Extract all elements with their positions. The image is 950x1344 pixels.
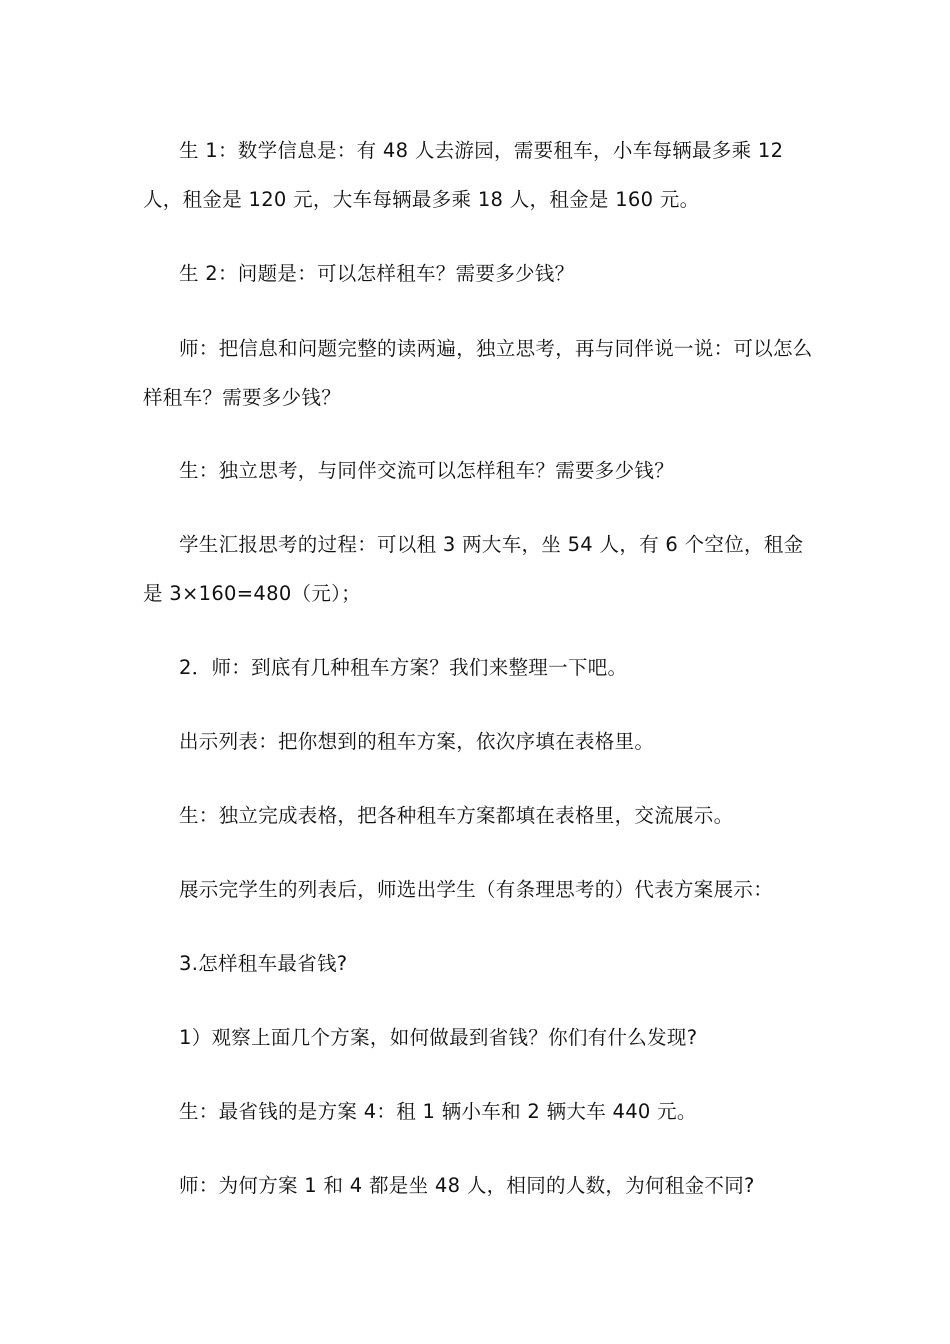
paragraph-student-think: 生：独立思考，与同伴交流可以怎样租车？需要多少钱？ [179,459,675,482]
paragraph-show-table: 出示列表：把你想到的租车方案，依次序填在表格里。 [179,730,655,753]
paragraph-teacher-why: 师：为何方案 1 和 4 都是坐 48 人，相同的人数，为何租金不同? [179,1174,755,1197]
paragraph-observe-plans: 1）观察上面几个方案，如何做最到省钱？你们有什么发现? [179,1026,698,1049]
paragraph-student1-info: 生 1：数学信息是：有 48 人去游园，需要租车，小车每辆最多乘 12 人，租金是 120 元，大车每辆最多乘 18 人，租金是 160 元。 [143,139,784,211]
paragraph-student-report: 学生汇报思考的过程：可以租 3 两大车，坐 54 人，有 6 个空位，租金是 3×160=480（元）； [143,533,804,605]
paragraph-student-table: 生：独立完成表格，把各种租车方案都填在表格里，交流展示。 [179,804,734,827]
paragraph-student2-question: 生 2：问题是：可以怎样租车？需要多少钱？ [179,262,575,285]
paragraph-teacher-plans: 2．师：到底有几种租车方案？我们来整理一下吧。 [179,656,628,679]
paragraph-section3-heading: 3.怎样租车最省钱? [179,952,348,975]
paragraph-cheapest-plan: 生：最省钱的是方案 4：租 1 辆小车和 2 辆大车 440 元。 [179,1100,697,1123]
paragraph-show-plans: 展示完学生的列表后，师选出学生（有条理思考的）代表方案展示： [179,878,774,901]
paragraph-teacher-read: 师：把信息和问题完整的读两遍，独立思考，再与同伴说一说：可以怎么样租车？需要多少钱？ [143,337,813,409]
